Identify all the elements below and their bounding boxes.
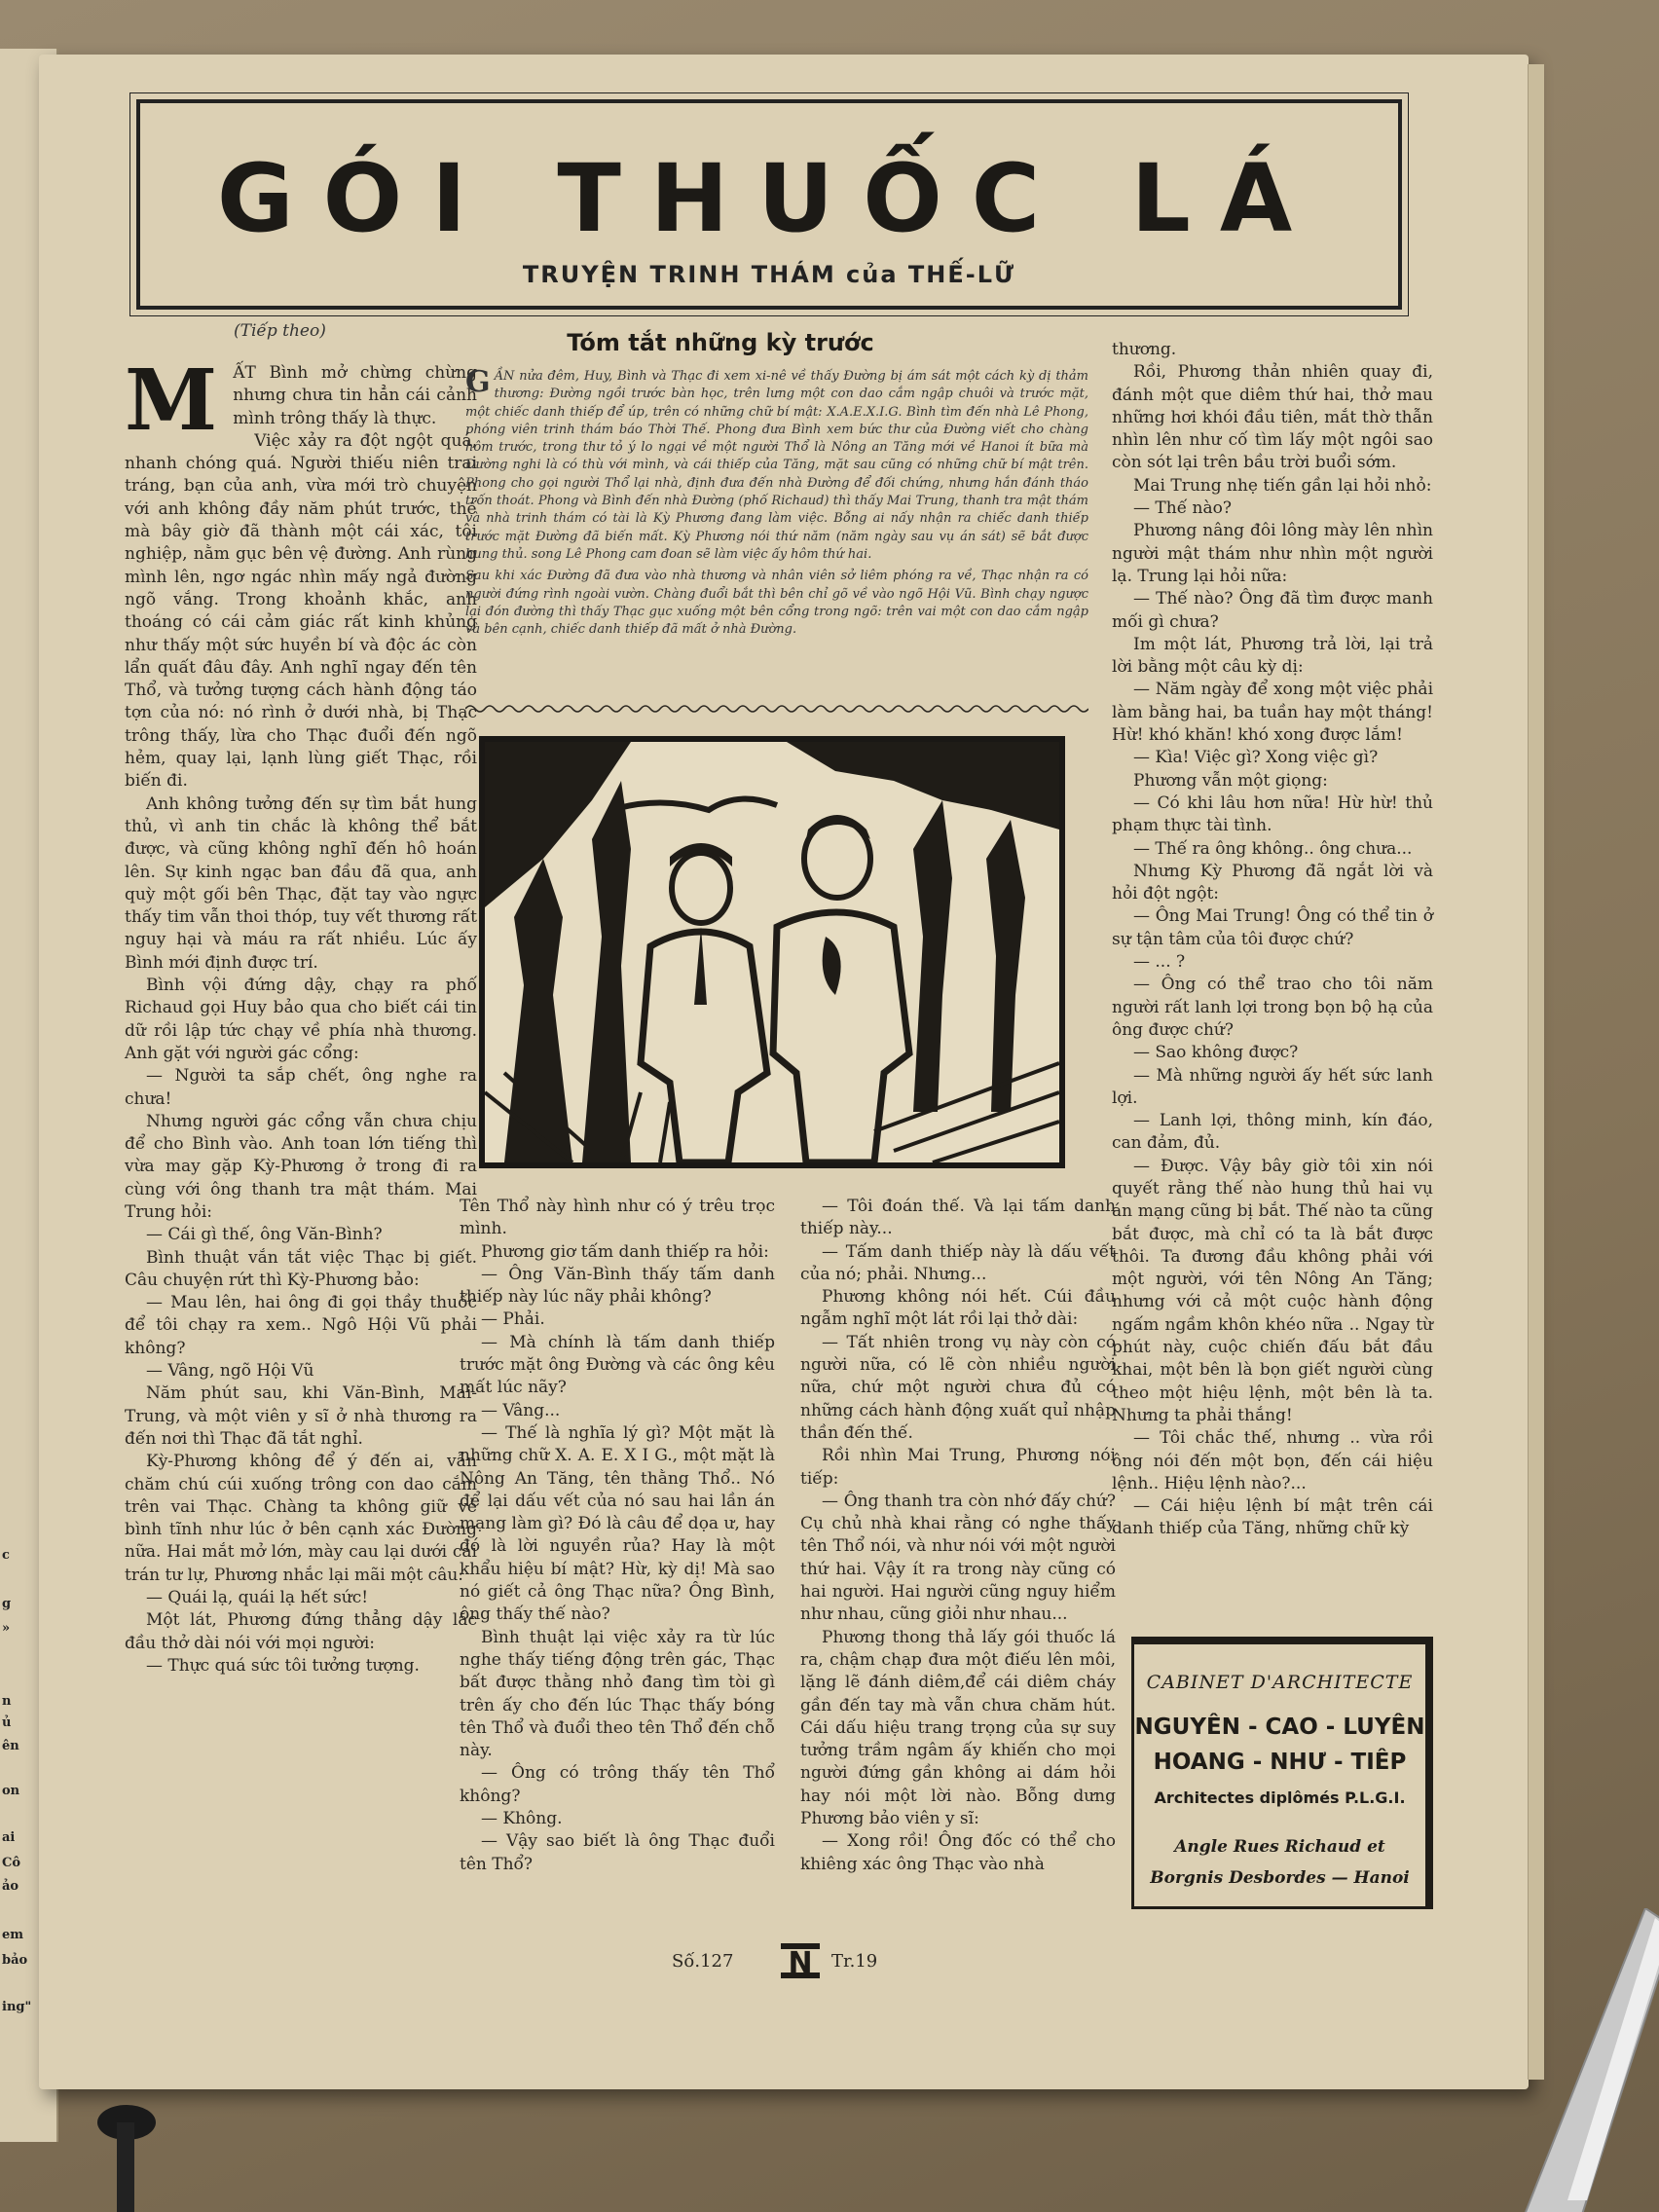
paragraph: — Vâng... (481, 1400, 561, 1420)
title-box (136, 99, 1402, 310)
column-4 (1112, 339, 1433, 1541)
paragraph: — Không. (481, 1809, 563, 1829)
left-fragment: c (2, 1548, 10, 1563)
column-2 (460, 1196, 775, 1876)
magazine-logo (777, 1937, 824, 1989)
paragraph: — Ông Mai Trung! Ông có thể tin ở sự tận tâm của tôi được chứ? (1112, 906, 1433, 949)
paragraph: Phương vẫn một giọng: (1133, 770, 1328, 791)
paragraph: Bình thuật vắn tắt việc Thạc bị giết. Câu chuyện rứt thì Kỳ-Phương bảo: (125, 1247, 477, 1290)
paragraph: — Tôi đoán thế. Và lại tấm danh thiếp này... (800, 1197, 1116, 1239)
summary-text: ẦN nửa đêm, Huy, Bình và Thạc đi xem xi-nê về thấy Đường bị ám sát một cách kỳ dị thảm thương: Đường ngồi trước bàn học, trên lưng một con dao cắm ngập chuôi và trước mặt, một chiếc danh thiếp để úp, trên có những chữ bí mật: X.A.E.X.I.G. Bình tìm đến nhà Lê Phong, phóng viên trinh thám báo Thời Thế. Phong đưa Bình xem bức thư của Đường viết cho chàng hôm trước, trong thư tỏ ý lo ngại về một người Thổ là Nông an Tăng mới về Hanoi ít bữa mà Đường nghi là có thù với mình, và cái thiếp của Tăng, mặt sau cũng có những chữ bí mật trên. Phong cho gọi người Thổ lại nhà, định đưa đến nhà Đường để đối chứng, nhưng hắn đánh tháo trốn thoát. Phong và Bình đến nhà Đường (phố Richaud) thì thấy Mai Trung, thanh tra mật thám và nhà trinh thám có tài là Kỳ Phương đang làm việc. Bỗng ai nấy nhận ra chiếc danh thiếp trước mặt Đường đã biến mất. Kỳ Phương nói thứ năm (năm ngày sau vụ án sát) sẽ bắt được hung thủ. song Lê Phong cam đoan sẽ làm việc ấy hôm thứ hai. (465, 369, 1088, 562)
paragraph: — Tôi chắc thế, nhưng .. vừa rồi ông nói đến một bọn, đến cái hiệu lệnh.. Hiệu lệnh nào?... (1112, 1428, 1433, 1493)
paragraph: — Năm ngày để xong một việc phải làm bằng hai, ba tuần hay một tháng! Hừ! khó khăn! khó xong được lắm! (1112, 680, 1433, 746)
paragraph: — Kìa! Việc gì? Xong việc gì? (1133, 748, 1379, 768)
left-fragment: Cô (2, 1856, 21, 1870)
summary-box (465, 365, 1088, 639)
ad-architect-name-1: NGUYÊN - CAO - LUYÊN (1134, 1714, 1425, 1740)
left-fragment: ủ (2, 1715, 12, 1730)
paragraph: — Tấm danh thiếp này là dấu vết của nó; phải. Nhưng... (800, 1241, 1116, 1284)
page-footer (672, 1937, 925, 1986)
left-fragment: g (2, 1597, 12, 1611)
paragraph: — Thế ra ông không.. ông chưa... (1133, 838, 1413, 859)
paragraph: — Sao không được? (1133, 1043, 1299, 1063)
paragraph: — Thế nào? (1133, 498, 1232, 519)
left-fragment: on (2, 1784, 20, 1798)
paragraph: Nhưng Kỳ Phương đã ngắt lời và hỏi đột ngột: (1112, 861, 1433, 904)
paragraph: Nhưng người gác cổng vẫn chưa chịu để cho Bình vào. Anh toan lớn tiếng thì vừa may gặp Kỳ-Phương ở trong đi ra cùng với ông thanh tra mật thám. Mai Trung hỏi: (125, 1111, 477, 1222)
paragraph: — Ông có thể trao cho tôi năm người rất lanh lợi trong bọn bộ hạ của ông được chứ? (1112, 975, 1433, 1040)
magazine-logo-letter: N (788, 1946, 813, 1980)
paragraph: — Mà những người ấy hết sức lanh lợi. (1112, 1065, 1433, 1108)
paragraph: — Vậy sao biết là ông Thạc đuổi tên Thổ? (460, 1831, 775, 1874)
ad-heading: CABINET D'ARCHITECTE (1146, 1672, 1414, 1693)
paragraph: Mai Trung nhẹ tiến gần lại hỏi nhỏ: (1133, 475, 1432, 496)
paragraph: Bình vội đứng dậy, chạy ra phố Richaud gọi Huy bảo qua cho biết cái tin dữ rồi lập tức chạy về phía nhà thương. Anh gặt với người gác cổng: (125, 976, 477, 1063)
left-fragment: bảo (2, 1953, 28, 1968)
paragraph: Phương giơ tấm danh thiếp ra hỏi: (481, 1241, 769, 1262)
paragraph: — Xong rồi! Ông đốc có thể cho khiêng xác ông Thạc vào nhà (800, 1831, 1116, 1874)
ad-architect-name-2: HOANG - NHƯ - TIÊP (1153, 1750, 1407, 1775)
paragraph: — Ông thanh tra còn nhớ đấy chứ? Cụ chủ nhà khai rằng có nghe thấy tên Thổ nói, và như nói với một người thứ hai. Vậy ít ra trong này cũng có hai người. Hai người cũng nguy hiểm như nhau, cũng giỏi như nhau... (800, 1491, 1116, 1625)
paragraph: — Mau lên, hai ông đi gọi thầy thuốc để tôi chạy ra xem.. Ngô Hội Vũ phải không? (125, 1293, 477, 1358)
summary-text-2: Sau khi xác Đường đã đưa vào nhà thương và nhân viên sở liêm phóng ra về, Thạc nhận ra có người đứng rình ngoài vườn. Chàng đuổi bắt thì bên chỉ gõ về vào ngõ Hội Vũ. Bình chạy ngược lại đón đường thì thấy Thạc gục xuống một bên cổng trong ngõ: trên vai một con dao cắm ngập và bên cạnh, chiếc danh thiếp đã mất ở nhà Đường. (465, 569, 1088, 638)
paragraph: Phương nâng đôi lông mày lên nhìn người mật thám như nhìn một người lạ. Trung lại hỏi nữa: (1112, 521, 1433, 586)
paragraph: Anh không tưởng đến sự tìm bắt hung thủ, vì anh tin chắc là không thể bắt được, và cũng không nghĩ đến hô hoán lên. Sự kinh ngạc ban đầu đã qua, anh quỳ một gối bên Thạc, đặt tay vào ngực thấy tim vẫn thoi thóp, tuy vết thương rất nguy hại và máu ra rất nhiều. Lúc ấy Bình mới định được trí. (125, 793, 477, 973)
column-3 (800, 1196, 1116, 1876)
ad-credentials: Architectes diplômés P.L.G.I. (1154, 1788, 1406, 1807)
paragraph: — Mà chính là tấm danh thiếp trước mặt ông Đường và các ông kêu mất lúc nãy? (460, 1332, 775, 1398)
summary-dropcap: G (465, 365, 491, 399)
paragraph: — Có khi lâu hơn nữa! Hừ hừ! thủ phạm thực tài tình. (1112, 793, 1433, 836)
summary-title: Tóm tắt những kỳ trước (567, 329, 874, 356)
paragraph: — Người ta sắp chết, ông nghe ra chưa! (125, 1066, 477, 1109)
paragraph: — Quái lạ, quái lạ hết sức! (146, 1588, 369, 1608)
paragraph: Im một lát, Phương trả lời, lại trả lời bằng một câu kỳ dị: (1112, 634, 1433, 678)
clip-object (88, 2103, 166, 2212)
paragraph: Một lát, Phương đứng thẳng dậy lắc đầu thở dài nói với mọi người: (125, 1610, 477, 1653)
page-subtitle: TRUYỆN TRINH THÁM của THẾ-LỮ (522, 261, 1016, 288)
ad-address-line-1: Angle Rues Richaud et (1174, 1837, 1385, 1857)
issue-number: Số.127 (672, 1951, 734, 1972)
paragraph: thương. (1112, 340, 1177, 359)
paragraph: — Thực quá sức tôi tưởng tượng. (146, 1655, 420, 1676)
paragraph: Kỳ-Phương không để ý đến ai, vẫn chăm chú cúi xuống trông con dao cắm trên vai Thạc. Chàng ta không giữ vẻ bình tĩnh như lúc ở bên cạnh xác Đường nữa. Hai mắt mở lớn, mày cau lại dưới cái trán tư lự, Phương nhắc lại mãi một câu: (125, 1452, 477, 1585)
paragraph: Phương thong thả lấy gói thuốc lá ra, chậm chạp đưa một điếu lên môi, lặng lẽ đánh diêm,để cái diêm cháy gần đến tay mà vẫn chưa chăm hút. Cái dấu hiệu trang trọng của sự suy tưởng trầm ngâm ấy khiến cho mọi người đứng gần không ai dám hỏi hay nói một lời nào. Bỗng dưng Phương bảo viên y sĩ: (800, 1627, 1116, 1829)
column-1 (125, 351, 477, 1677)
magazine-page (39, 55, 1529, 2089)
left-fragment: ing" (2, 2000, 32, 2014)
paragraph: — Tất nhiên trong vụ này còn có người nữa, có lẽ còn nhiều người nữa, chứ một người chưa đủ có những cách hành động xuất quỉ nhập thần đến thế. (800, 1332, 1116, 1443)
left-fragment: n (2, 1694, 12, 1709)
dropcap: M (125, 351, 218, 450)
woodcut-illustration (479, 736, 1065, 1168)
paragraph: Phương không nói hết. Cúi đầu ngẫm nghĩ một lát rồi lại thở dài: (800, 1287, 1116, 1330)
paragraph: — Vâng, ngõ Hội Vũ (146, 1361, 314, 1382)
wavy-divider (465, 703, 1088, 715)
paragraph: — Lanh lợi, thông minh, kín đáo, can đảm, đủ. (1112, 1111, 1433, 1154)
paragraph: Tên Thổ này hình như có ý trêu trọc mình. (460, 1197, 775, 1239)
page-title: GÓI THUỐC LÁ (216, 144, 1322, 253)
left-fragment: ai (2, 1830, 16, 1845)
left-fragment: » (2, 1621, 11, 1636)
continued-label: (Tiếp theo) (234, 321, 326, 341)
paragraph: — Ông Văn-Bình thấy tấm danh thiếp này lúc nãy phải không? (460, 1264, 775, 1308)
paragraph: — Cái gì thế, ông Văn-Bình? (146, 1225, 383, 1245)
paragraph: Rồi nhìn Mai Trung, Phương nói tiếp: (800, 1446, 1116, 1489)
paragraph: — ... ? (1133, 952, 1186, 973)
architect-advertisement (1131, 1637, 1433, 1909)
paragraph: ẤT Bình mở chừng chừng nhưng chưa tin hẳn cái cảnh mình trông thấy là thực. (233, 363, 477, 428)
left-fragment: ên (2, 1739, 19, 1753)
pen-object (1499, 1908, 1659, 2212)
two-men-illustration (485, 742, 1059, 1162)
paragraph: — Thế nào? Ông đã tìm được manh mối gì chưa? (1112, 589, 1433, 632)
ad-address-line-2: Borgnis Desbordes — Hanoi (1150, 1868, 1410, 1888)
page-number: Tr.19 (831, 1951, 878, 1972)
paragraph: — Thế là nghĩa lý gì? Một mặt là những chữ X. A. E. X I G., một mặt là Nông An Tăng, tên thằng Thổ.. Nó để lại dấu vết của nó sau hai lần án mạng làm gì? Đó là câu để dọa ư, hay đó là lời nguyền rủa? Hay là một khẩu hiệu bí mật? Hừ, kỳ dị! Mà sao nó giết cả ông Thạc nữa? Ông Bình, ông thấy thế nào? (460, 1422, 775, 1625)
paragraph: Rồi, Phương thản nhiên quay đi, đánh một que diêm thứ hai, thở mau những hơi khói đầu tiên, mắt thờ thẫn nhìn lên như cố tìm lấy một ngôi sao còn sót lại trên bầu trời buổi sớm. (1112, 362, 1433, 473)
paragraph: — Phải. (481, 1309, 545, 1330)
left-fragment: ảo (2, 1879, 19, 1894)
paragraph: — Được. Vậy bây giờ tôi xin nói quyết rằng thế nào hung thủ hai vụ án mạng cũng bị bắt. Thế nào ta cũng bắt được, mà chỉ có ta là bắt được thôi. Ta đương đầu không phải với một người, với tên Nông An Tăng; nhưng với cả một cuộc hành động ngấm ngầm khôn khéo nữa .. Ngay từ phút này, cuộc chiến đấu bắt đầu khai, một bên là bọn giết người cùng theo một hiệu lệnh, một bên là ta. Nhưng ta phải thắng! (1112, 1156, 1433, 1425)
paragraph: — Cái hiệu lệnh bí mật trên cái danh thiếp của Tăng, những chữ kỳ (1112, 1496, 1433, 1539)
left-fragment: em (2, 1928, 24, 1942)
paragraph: — Ông có trông thấy tên Thổ không? (460, 1763, 775, 1806)
paragraph: Bình thuật lại việc xảy ra từ lúc nghe thấy tiếng động trên gác, Thạc bất được thằng nhỏ đang tìm tòi gì trên ấy cho đến lúc Thạc thấy bóng tên Thổ và đuổi theo tên Thổ đến chỗ này. (460, 1627, 775, 1761)
paragraph: Việc xảy ra đột ngột quá, nhanh chóng quá. Người thiếu niên trai tráng, bạn của anh, vừa mới trò chuyện với anh không đầy năm phút trước, thế mà bây giờ đã thành một cái xác, tội nghiệp, nằm gục bên vệ đường. Anh rùng mình lên, ngơ ngác nhìn mấy ngả đường ngõ vắng. Trong khoảnh khắc, anh thoáng có cái cảm giác rất kinh khủng như thấy một sức huyền bí và độc ác còn lẩn quất đâu đây. Anh nghĩ ngay đến tên Thổ, và tưởng tượng cách hành động táo tợn của nó: nó rình ở dưới nhà, bị Thạc trông thấy, lừa cho Thạc đuổi đến ngõ hẻm, quay lại, lạnh lùng giết Thạc, rồi biến đi. (125, 430, 477, 792)
paragraph: Năm phút sau, khi Văn-Bình, Mai-Trung, và một viên y sĩ ở nhà thương ra đến nơi thì Thạc đã tắt nghỉ. (125, 1383, 477, 1449)
